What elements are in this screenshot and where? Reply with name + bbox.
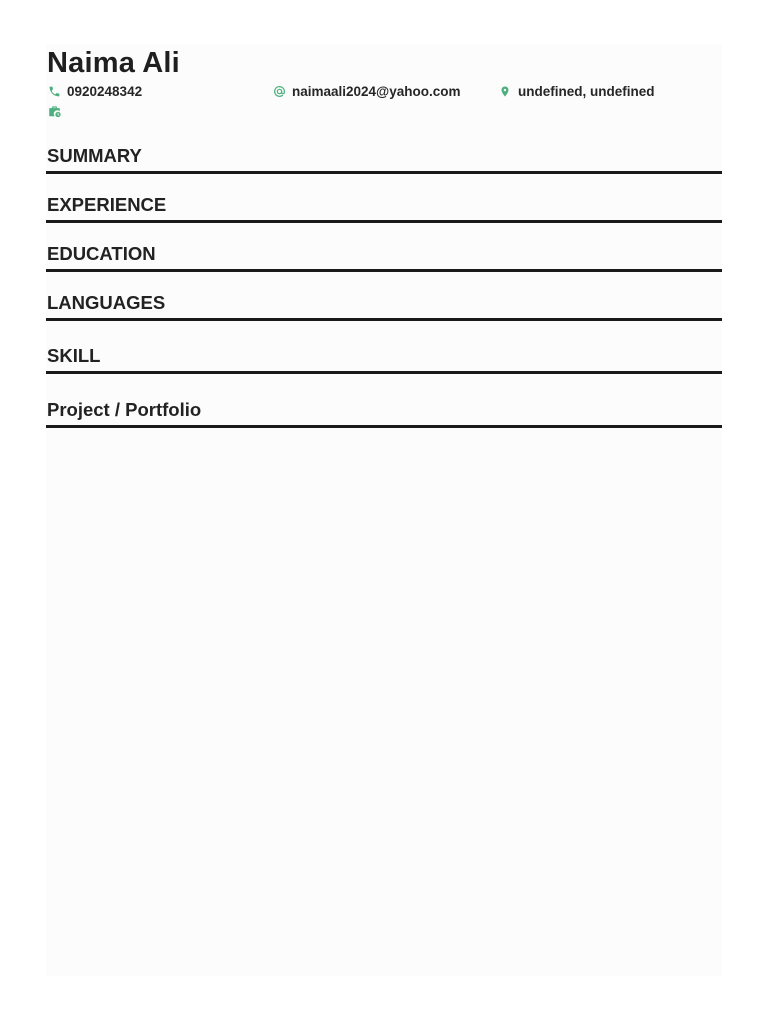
section-languages — [46, 291, 722, 321]
phone-number: 0920248342 — [67, 83, 143, 99]
section-divider — [46, 371, 722, 374]
section-title-education: EDUCATION — [47, 243, 156, 264]
contact-phone — [47, 82, 142, 100]
briefcase-clock-icon — [47, 104, 63, 120]
section-education — [46, 242, 722, 272]
section-divider — [46, 318, 722, 321]
section-project-portfolio — [46, 398, 722, 428]
section-title-experience: EXPERIENCE — [47, 194, 167, 215]
section-divider — [46, 425, 722, 428]
location-text: undefined, undefined — [518, 83, 655, 99]
at-sign-icon — [272, 84, 286, 98]
section-title-project: Project / Portfolio — [47, 399, 202, 420]
section-divider — [46, 269, 722, 272]
contact-location — [498, 82, 655, 100]
section-summary — [46, 144, 722, 174]
contact-email — [272, 82, 461, 100]
section-title-languages: LANGUAGES — [47, 292, 166, 313]
email-address: naimaali2024@yahoo.com — [292, 83, 461, 99]
section-title-summary: SUMMARY — [47, 145, 142, 166]
map-pin-icon — [498, 84, 512, 98]
section-skill — [46, 344, 722, 374]
section-experience — [46, 193, 722, 223]
section-divider — [46, 220, 722, 223]
candidate-name: Naima Ali — [47, 47, 180, 79]
resume-page — [46, 44, 722, 976]
section-divider — [46, 171, 722, 174]
phone-icon — [47, 84, 61, 98]
section-title-skill: SKILL — [47, 345, 101, 366]
